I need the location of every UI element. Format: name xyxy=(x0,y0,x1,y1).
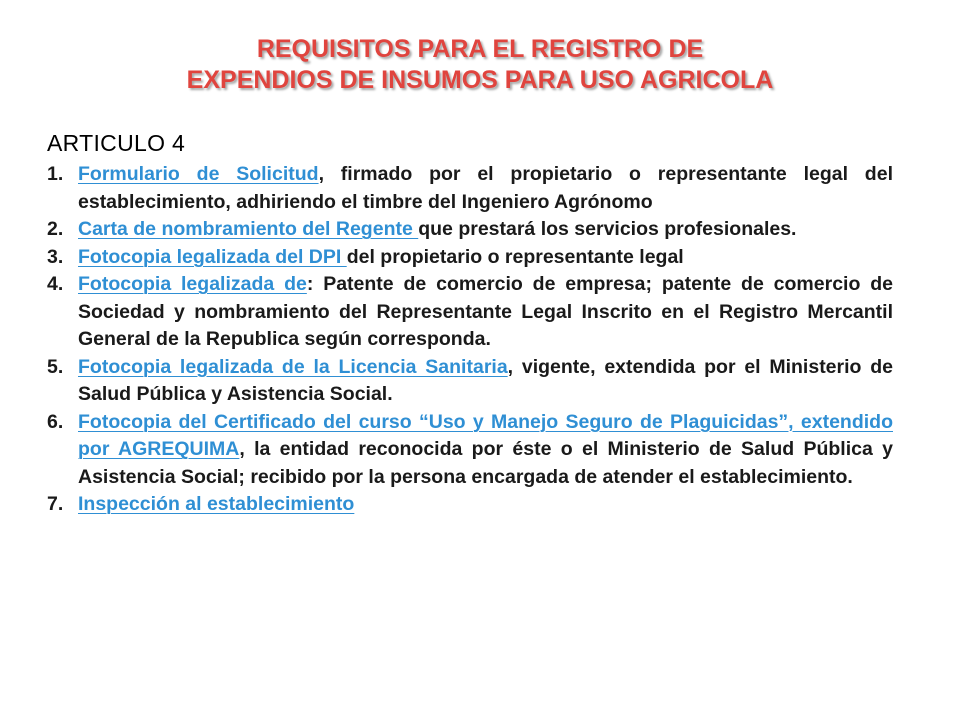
slide-title-line-1: REQUISITOS PARA EL REGISTRO DE xyxy=(256,35,704,63)
requirement-item-6 xyxy=(47,409,893,492)
requirement-item-1 xyxy=(47,161,893,216)
slide-title xyxy=(80,34,880,96)
requirements-list xyxy=(47,161,893,519)
requirement-text: , la entidad reconocida por éste o el Ministerio de Salud Pública y Asistencia Social; recibido por la persona encargada de atender el establecimiento. xyxy=(78,438,893,488)
requirement-number: 4. xyxy=(47,273,64,295)
requirement-text: , firmado por el propietario o representante legal del establecimiento, adhiriendo el timbre del Ingeniero Agrónomo xyxy=(78,163,893,213)
requirement-item-7 xyxy=(47,491,893,519)
requirement-link-certificado-curso[interactable]: Fotocopia del Certificado del curso “Uso y Manejo Seguro de Plaguicidas”, extendido por AGREQUIMA xyxy=(78,410,893,460)
requirement-link-fotocopia-legalizada[interactable]: Fotocopia legalizada de xyxy=(78,273,307,295)
requirement-item-4 xyxy=(47,271,893,354)
requirement-text: , vigente, extendida por el Ministerio de Salud Pública y Asistencia Social. xyxy=(78,355,893,405)
requirement-item-2 xyxy=(47,216,893,244)
requirement-number: 3. xyxy=(47,245,64,268)
requirement-link-carta-nombramiento[interactable]: Carta de nombramiento del Regente xyxy=(78,218,419,240)
article-heading: ARTICULO 4 xyxy=(47,130,186,156)
requirement-number: 5. xyxy=(47,355,64,378)
requirement-link-formulario-solicitud[interactable]: Formulario de Solicitud xyxy=(78,163,319,185)
requirement-link-inspeccion[interactable]: Inspección al establecimiento xyxy=(78,493,355,515)
requirement-link-licencia-sanitaria[interactable]: Fotocopia legalizada de la Licencia Sanitaria xyxy=(78,355,508,378)
requirement-number: 2. xyxy=(47,218,64,240)
requirement-text: del propietario o representante legal xyxy=(346,245,684,268)
requirement-text: : Patente de comercio de empresa; patente de comercio de Sociedad y nombramiento del Representante Legal Inscrito en el Registro Mercantil General de la Republica según corresponda. xyxy=(78,273,893,350)
requirement-item-5 xyxy=(47,354,893,409)
requirement-item-3 xyxy=(47,244,893,272)
requirement-number: 6. xyxy=(47,410,64,433)
requirement-link-fotocopia-dpi[interactable]: Fotocopia legalizada del DPI xyxy=(78,245,347,268)
requirement-number: 7. xyxy=(47,493,64,515)
requirement-number: 1. xyxy=(47,163,64,185)
slide-title-line-2: EXPENDIOS DE INSUMOS PARA USO AGRICOLA xyxy=(186,66,774,94)
requirement-text: que prestará los servicios profesionales. xyxy=(418,218,797,240)
